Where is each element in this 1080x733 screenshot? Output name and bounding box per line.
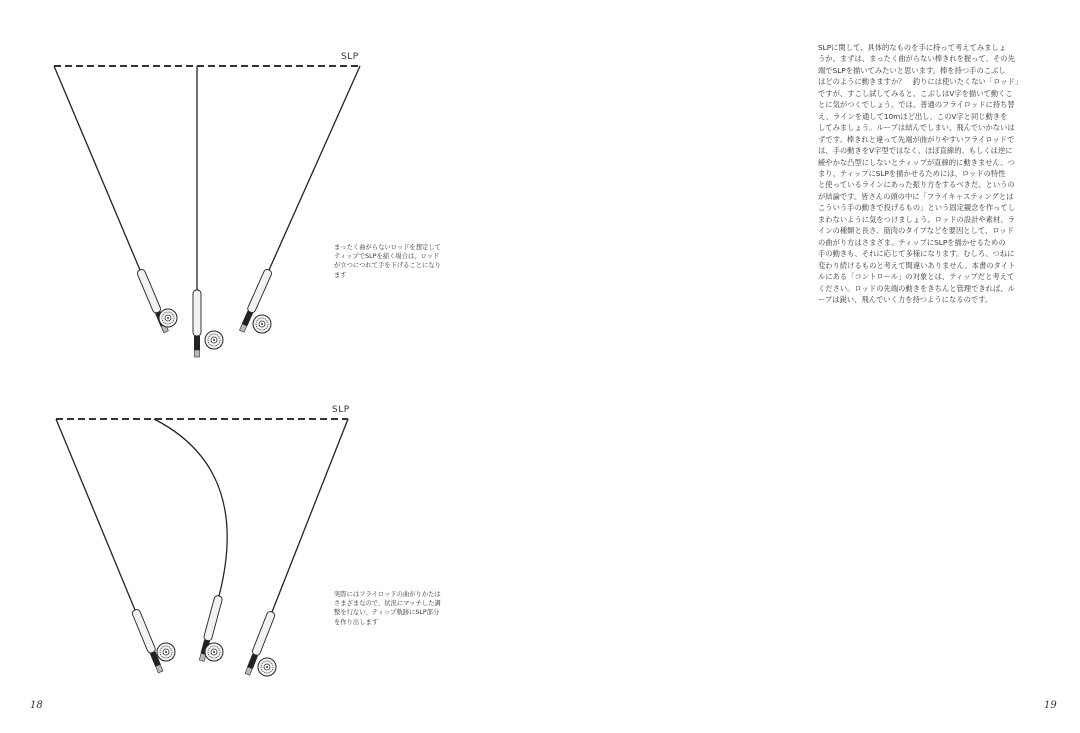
reel-icon	[253, 315, 271, 333]
rod-left-top	[54, 66, 177, 333]
caption-top: まったく曲がらないロッドを想定して ティップでSLPを描く場合は、ロッド が立つにつれて手を下げることになり ます	[334, 244, 441, 279]
body-text: SLPに関して、具体的なものを手に持って考えてみましょ うか。まずは、まったく曲がらない棒きれを握って、その先 端でSLPを描いてみたいと思います。棒を持つ手のこぶし はどのように動きますか？ 釣りには使いたくない「ロッド」 ですが、すこし試してみると、こぶしはV字を描いて動くこ とに気がつくでしょう。では、普通のフライロッドに持ち替 え、ラインを通して10mほど出し、このV字と同じ動きを してみましょう。ループは結んでしまい、飛んでいかないは ずです。棒きれと違って先端が曲がりやすいフライロッドで は、手の動きをV字型ではなく、ほぼ直線的、もしくは逆に 緩やかな凸型にしないとティップが直線的に動きません。つ まり、ティップにSLPを描かせるためには、ロッドの特性 と使っているラインにあった振り方をするべきだ、というの が結論です。皆さんの頭の中に「フライキャスティングとは こういう手の動きで投げるもの」という固定観念を作ってし まわないように気をつけましょう。ロッドの設計や素材、ラ インの種類と長さ、筋肉のタイプなどを要因として、ロッド の曲がり方はさまざま。ティップにSLPを描かせるための 手の動きも、それに応じて多様になります。むしろ、つねに 変わり続けるものと考えて間違いありません。本書のタイト ルにある「コントロール」の対象とは、ティップだと考えて ください。ロッドの先端の動きをきちんと管理できれば、ル ープは鋭い、飛んでいく力を持つようになるのです。	[818, 43, 1023, 304]
reel-icon	[258, 658, 276, 676]
rod-right-bottom	[244, 419, 348, 676]
rod-left-bottom	[56, 419, 175, 673]
rod-middle-bottom-bent	[154, 419, 227, 662]
rod-middle-top	[193, 66, 223, 357]
reel-icon	[205, 331, 223, 349]
page-number-left: 18	[30, 700, 43, 711]
slp-label-bottom: SLP	[332, 405, 350, 415]
right-page	[540, 0, 1080, 733]
slp-label-top: SLP	[341, 52, 359, 62]
reel-icon	[157, 643, 175, 661]
rod-right-top	[238, 66, 360, 333]
reel-icon	[205, 643, 223, 661]
page-number-right: 19	[1044, 700, 1057, 711]
reel-icon	[159, 309, 177, 327]
caption-bottom: 実際にはフライロッドの曲がりかたは さまざまなので、状況にマッチした調 整を行ない、ティップ軌跡にSLP部分 を作り出します	[334, 591, 441, 626]
